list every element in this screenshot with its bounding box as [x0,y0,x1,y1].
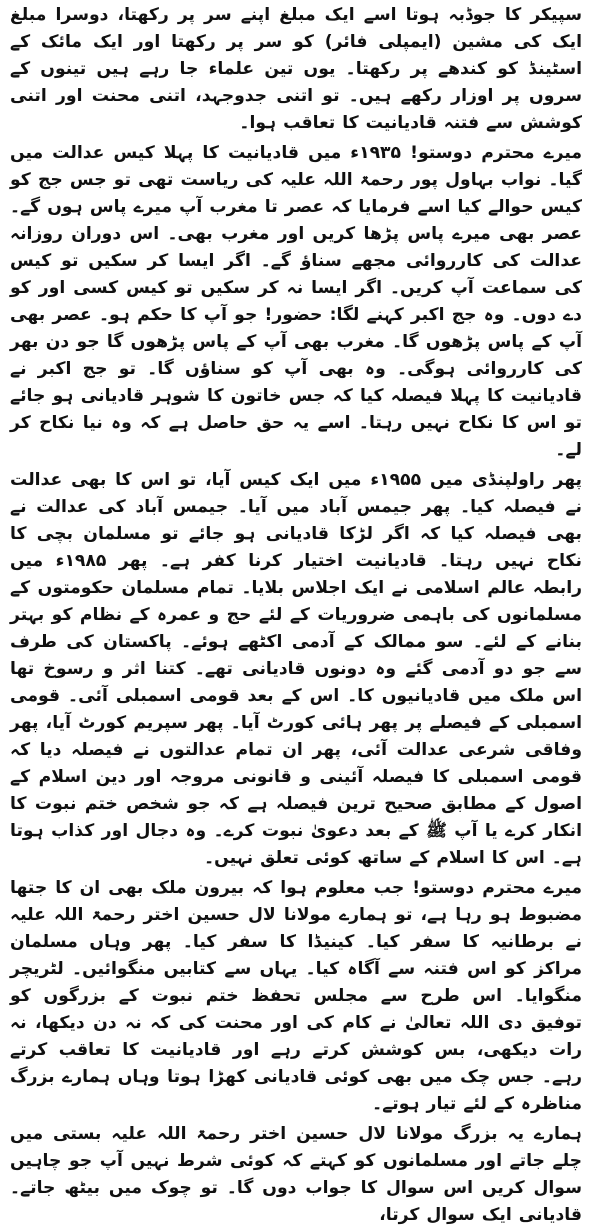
paragraph-intro: سپیکر کا جوڈبہ ہوتا اسے ایک مبلغ اپنے سر پر رکھتا، دوسرا مبلغ ایک کی مشین (ایمپلی فائر) کو سر پر رکھتا اور ایک مائک کے اسٹینڈ کو کندھے پر رکھتا۔ یوں تین علماء جا رہے ہیں تینوں کے سروں پر اوزار رکھے ہیں۔ تو اتنی جدوجہد، اتنی محنت اور اتنی کوشش سے فتنہ قادیانیت کا تعاقب ہوا۔ [10,5,582,133]
paragraph-first-court-case: میرے محترم دوستو! ۱۹۳۵ء میں قادیانیت کا پہلا کیس عدالت میں گیا۔ نواب بہاول پور رحمۃ اللہ علیہ کی ریاست تھی تو جس جج کو کیس حوالے کیا اسے فرمایا کہ عصر تا مغرب آپ میرے پاس ہوں گے۔ عصر بھی میرے پاس پڑھا کریں اور مغرب بھی۔ اس دوران روزانہ عدالت کی کارروائی مجھے سناؤ گے۔ اگر ایسا کر سکیں تو کیس کی سماعت آپ کریں۔ اگر ایسا نہ کر سکیں تو کیس کسی اور کو دے دوں۔ وہ جج اکبر کہنے لگا: حضور! جو آپ کا حکم ہو۔ عصر بھی آپ کے پاس پڑھوں گا۔ مغرب بھی آپ کے پاس پڑھوں گا جو دن بھر کی کارروائی ہوگی۔ وہ بھی آپ کو سناؤں گا۔ تو جج اکبر نے قادیانیت کا پہلا فیصلہ کیا کہ جس خاتون کا شوہر قادیانی ہو جائے تو اس کا نکاح نہیں رہتا۔ اسے یہ حق حاصل ہے کہ وہ نیا نکاح کر لے۔ [10,143,583,460]
paragraph-debates: ہمارے یہ بزرگ مولانا لال حسین اختر رحمۃ اللہ علیہ بستی میں چلے جاتے اور مسلمانوں کو کہتے کہ کوئی شرط نہیں آپ جو چاہیں سوال کریں اس سوال کا جواب دوں گا۔ تو چوک میں بیٹھ جاتے۔ قادیانی ایک سوال کرتا، [10,1124,582,1225]
paragraph-later-judgments: پھر راولپنڈی میں ۱۹۵۵ء میں ایک کیس آیا، تو اس کا بھی عدالت نے فیصلہ کیا۔ پھر جیمس آباد میں آیا۔ جیمس آباد کی عدالت نے بھی فیصلہ کیا کہ اگر لڑکا قادیانی ہو جائے تو مسلمان بچی کا نکاح نہیں رہتا۔ قادیانیت اختیار کرنا کفر ہے۔ پھر ۱۹۸۵ء میں رابطہ عالم اسلامی نے ایک اجلاس بلایا۔ تمام مسلمان حکومتوں کے مسلمانوں کی باہمی ضروریات کے لئے حج و عمرہ کے نظام کو بہتر بنانے کے لئے۔ سو ممالک کے آدمی اکٹھے ہوئے۔ پاکستان کی طرف سے جو دو آدمی گئے وہ دونوں قادیانی تھے۔ کتنا اثر و رسوخ تھا اس ملک میں قادیانیوں کا۔ اس کے بعد قومی اسمبلی آئی۔ قومی اسمبلی کے فیصلے پر پھر ہائی کورٹ آیا۔ پھر سپریم کورٹ آیا، پھر وفاقی شرعی عدالت آئی، پھر ان تمام عدالتوں نے فیصلہ دیا کہ قومی اسمبلی کا فیصلہ آئینی و قانونی مروجہ اور دین اسلام کے اصول کے مطابق صحیح ترین فیصلہ ہے کہ جو شخص ختم نبوت کا انکار کرے یا آپ ﷺ کے بعد دعویٰ نبوت کرے۔ وہ دجال اور کذاب ہوتا ہے۔ اس کا اسلام کے ساتھ کوئی تعلق نہیں۔ [10,470,582,868]
paragraph-abroad: میرے محترم دوستو! جب معلوم ہوا کہ بیرون ملک بھی ان کا جتھا مضبوط ہو رہا ہے، تو ہمارے مولانا لال حسین اختر رحمۃ اللہ علیہ نے برطانیہ کا سفر کیا۔ کینیڈا کا سفر کیا۔ پھر وہاں مسلمان مراکز کو اس فتنہ سے آگاہ کیا۔ یہاں سے کتابیں منگوائیں۔ لٹریچر منگوایا۔ اس طرح سے مجلس تحفظ ختم نبوت کے بزرگوں کو توفیق دی اللہ تعالیٰ نے کام کی اور محنت کی کہ نہ دن دیکھا، نہ رات دیکھی، بس کوشش کرتے رہے اور قادیانیت کا تعاقب کرتے رہے۔ جس چک میں بھی کوئی قادیانی کھڑا ہوتا وہاں ہمارے بزرگ مناظرہ کے لئے تیار ہوتے۔ [10,878,582,1114]
